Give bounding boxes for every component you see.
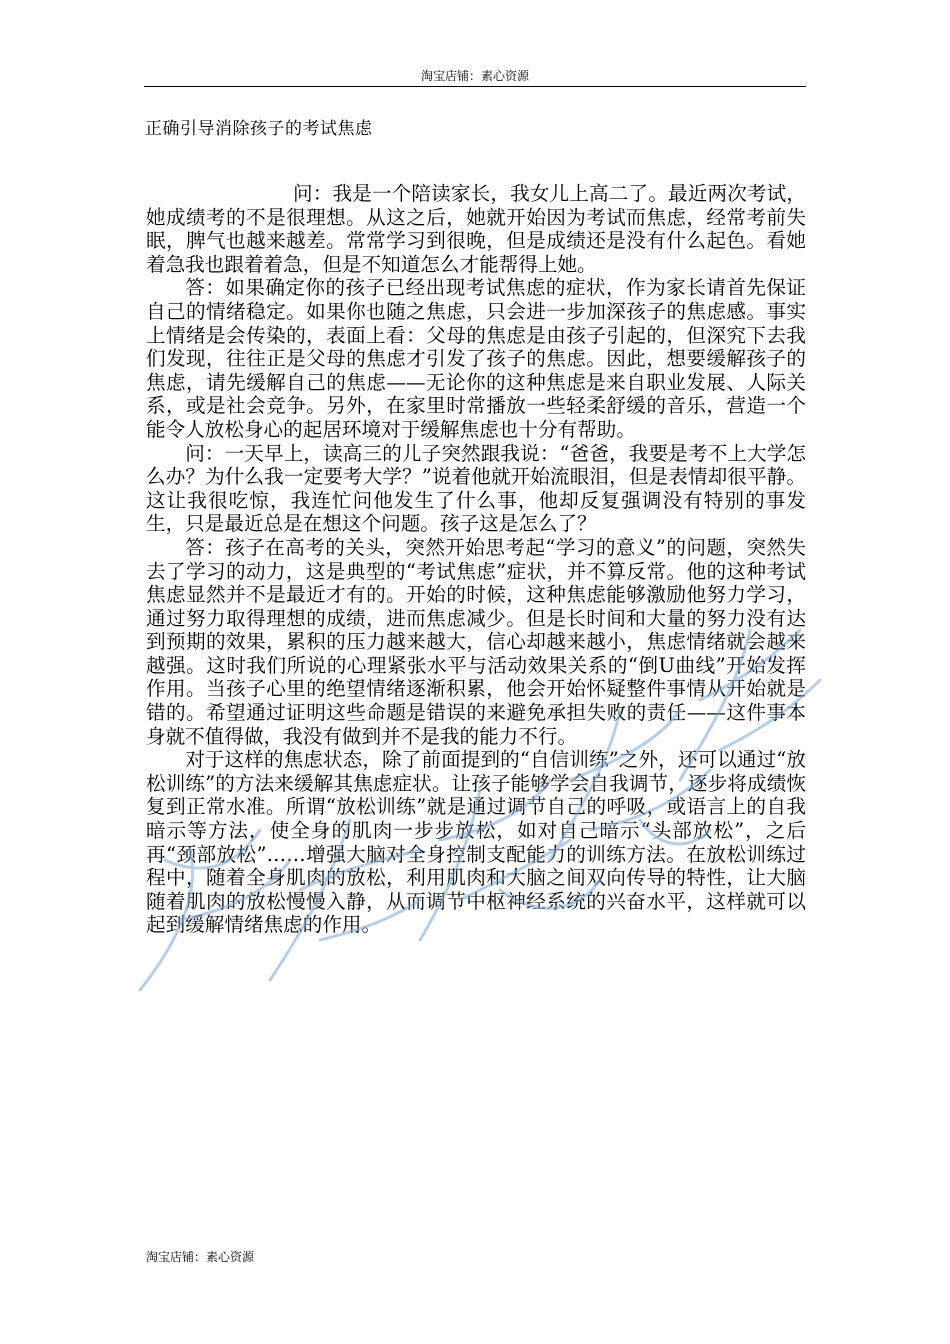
paragraph-answer-1: 答：如果确定你的孩子已经出现考试焦虑的症状，作为家长请首先保证自己的情绪稳定。如果你也随之焦虑，只会进一步加深孩子的焦虑感。事实上情绪是会传染的，表面上看：父母的焦虑是由孩子引起的，但深究下去我们发现，往往正是父母的焦虑才引发了孩子的焦虑。因此，想要缓解孩子的焦虑，请先缓解自己的焦虑——无论你的这种焦虑是来自职业发展、人际关系，或是社会竞争。另外，在家里时常播放一些轻柔舒缓的音乐，营造一个能令人放松身心的起居环境对于缓解焦虑也十分有帮助。 [146,276,806,441]
document-body [146,182,806,937]
document-title: 正确引导消除孩子的考试焦虑 [145,119,373,139]
header-divider [144,86,806,87]
paragraph-question-2: 问：一天早上，读高三的儿子突然跟我说：“爸爸，我要是考不上大学怎么办？为什么我一定要考大学？”说着他就开始流眼泪，但是表情却很平静。这让我很吃惊，我连忙问他发生了什么事，他却反复强调没有特别的事发生，只是最近总是在想这个问题。孩子这是怎么了？ [146,441,806,536]
paragraph-answer-2: 答：孩子在高考的关头，突然开始思考起“学习的意义”的问题，突然失去了学习的动力，这是典型的“考试焦虑”症状，并不算反常。他的这种考试焦虑显然并不是最近才有的。开始的时候，这种焦虑能够激励他努力学习，通过努力取得理想的成绩，进而焦虑减少。但是长时间和大量的努力没有达到预期的效果，累积的压力越来越大，信心却越来越小，焦虑情绪就会越来越强。这时我们所说的心理紧张水平与活动效果关系的“倒U曲线”开始发挥作用。当孩子心里的绝望情绪逐渐积累，他会开始怀疑整件事情从开始就是错的。希望通过证明这些命题是错误的来避免承担失败的责任——这件事本身就不值得做，我没有做到并不是我的能力不行。 [146,535,806,748]
page-footer: 淘宝店铺：素心资源 [146,1250,255,1264]
page-header: 淘宝店铺：素心资源 [420,69,529,83]
paragraph-question-1: 问：我是一个陪读家长，我女儿上高二了。最近两次考试，她成绩考的不是很理想。从这之后，她就开始因为考试而焦虑，经常考前失眠，脾气也越来越差。常常学习到很晚，但是成绩还是没有什么起色。看她着急我也跟着着急，但是不知道怎么才能帮得上她。 [146,182,806,276]
paragraph-relaxation-training: 对于这样的焦虑状态，除了前面提到的“自信训练”之外，还可以通过“放松训练”的方法来缓解其焦虑症状。让孩子能够学会自我调节，逐步将成绩恢复到正常水准。所谓“放松训练”就是通过调节自己的呼吸，或语言上的自我暗示等方法，使全身的肌肉一步步放松，如对自己暗示“头部放松”，之后再“颈部放松”……增强大脑对全身控制支配能力的训练方法。在放松训练过程中，随着全身肌肉的放松，利用肌肉和大脑之间双向传导的特性，让大脑随着肌肉的放松慢慢入静，从而调节中枢神经系统的兴奋水平，这样就可以起到缓解情绪焦虑的作用。 [146,748,806,937]
